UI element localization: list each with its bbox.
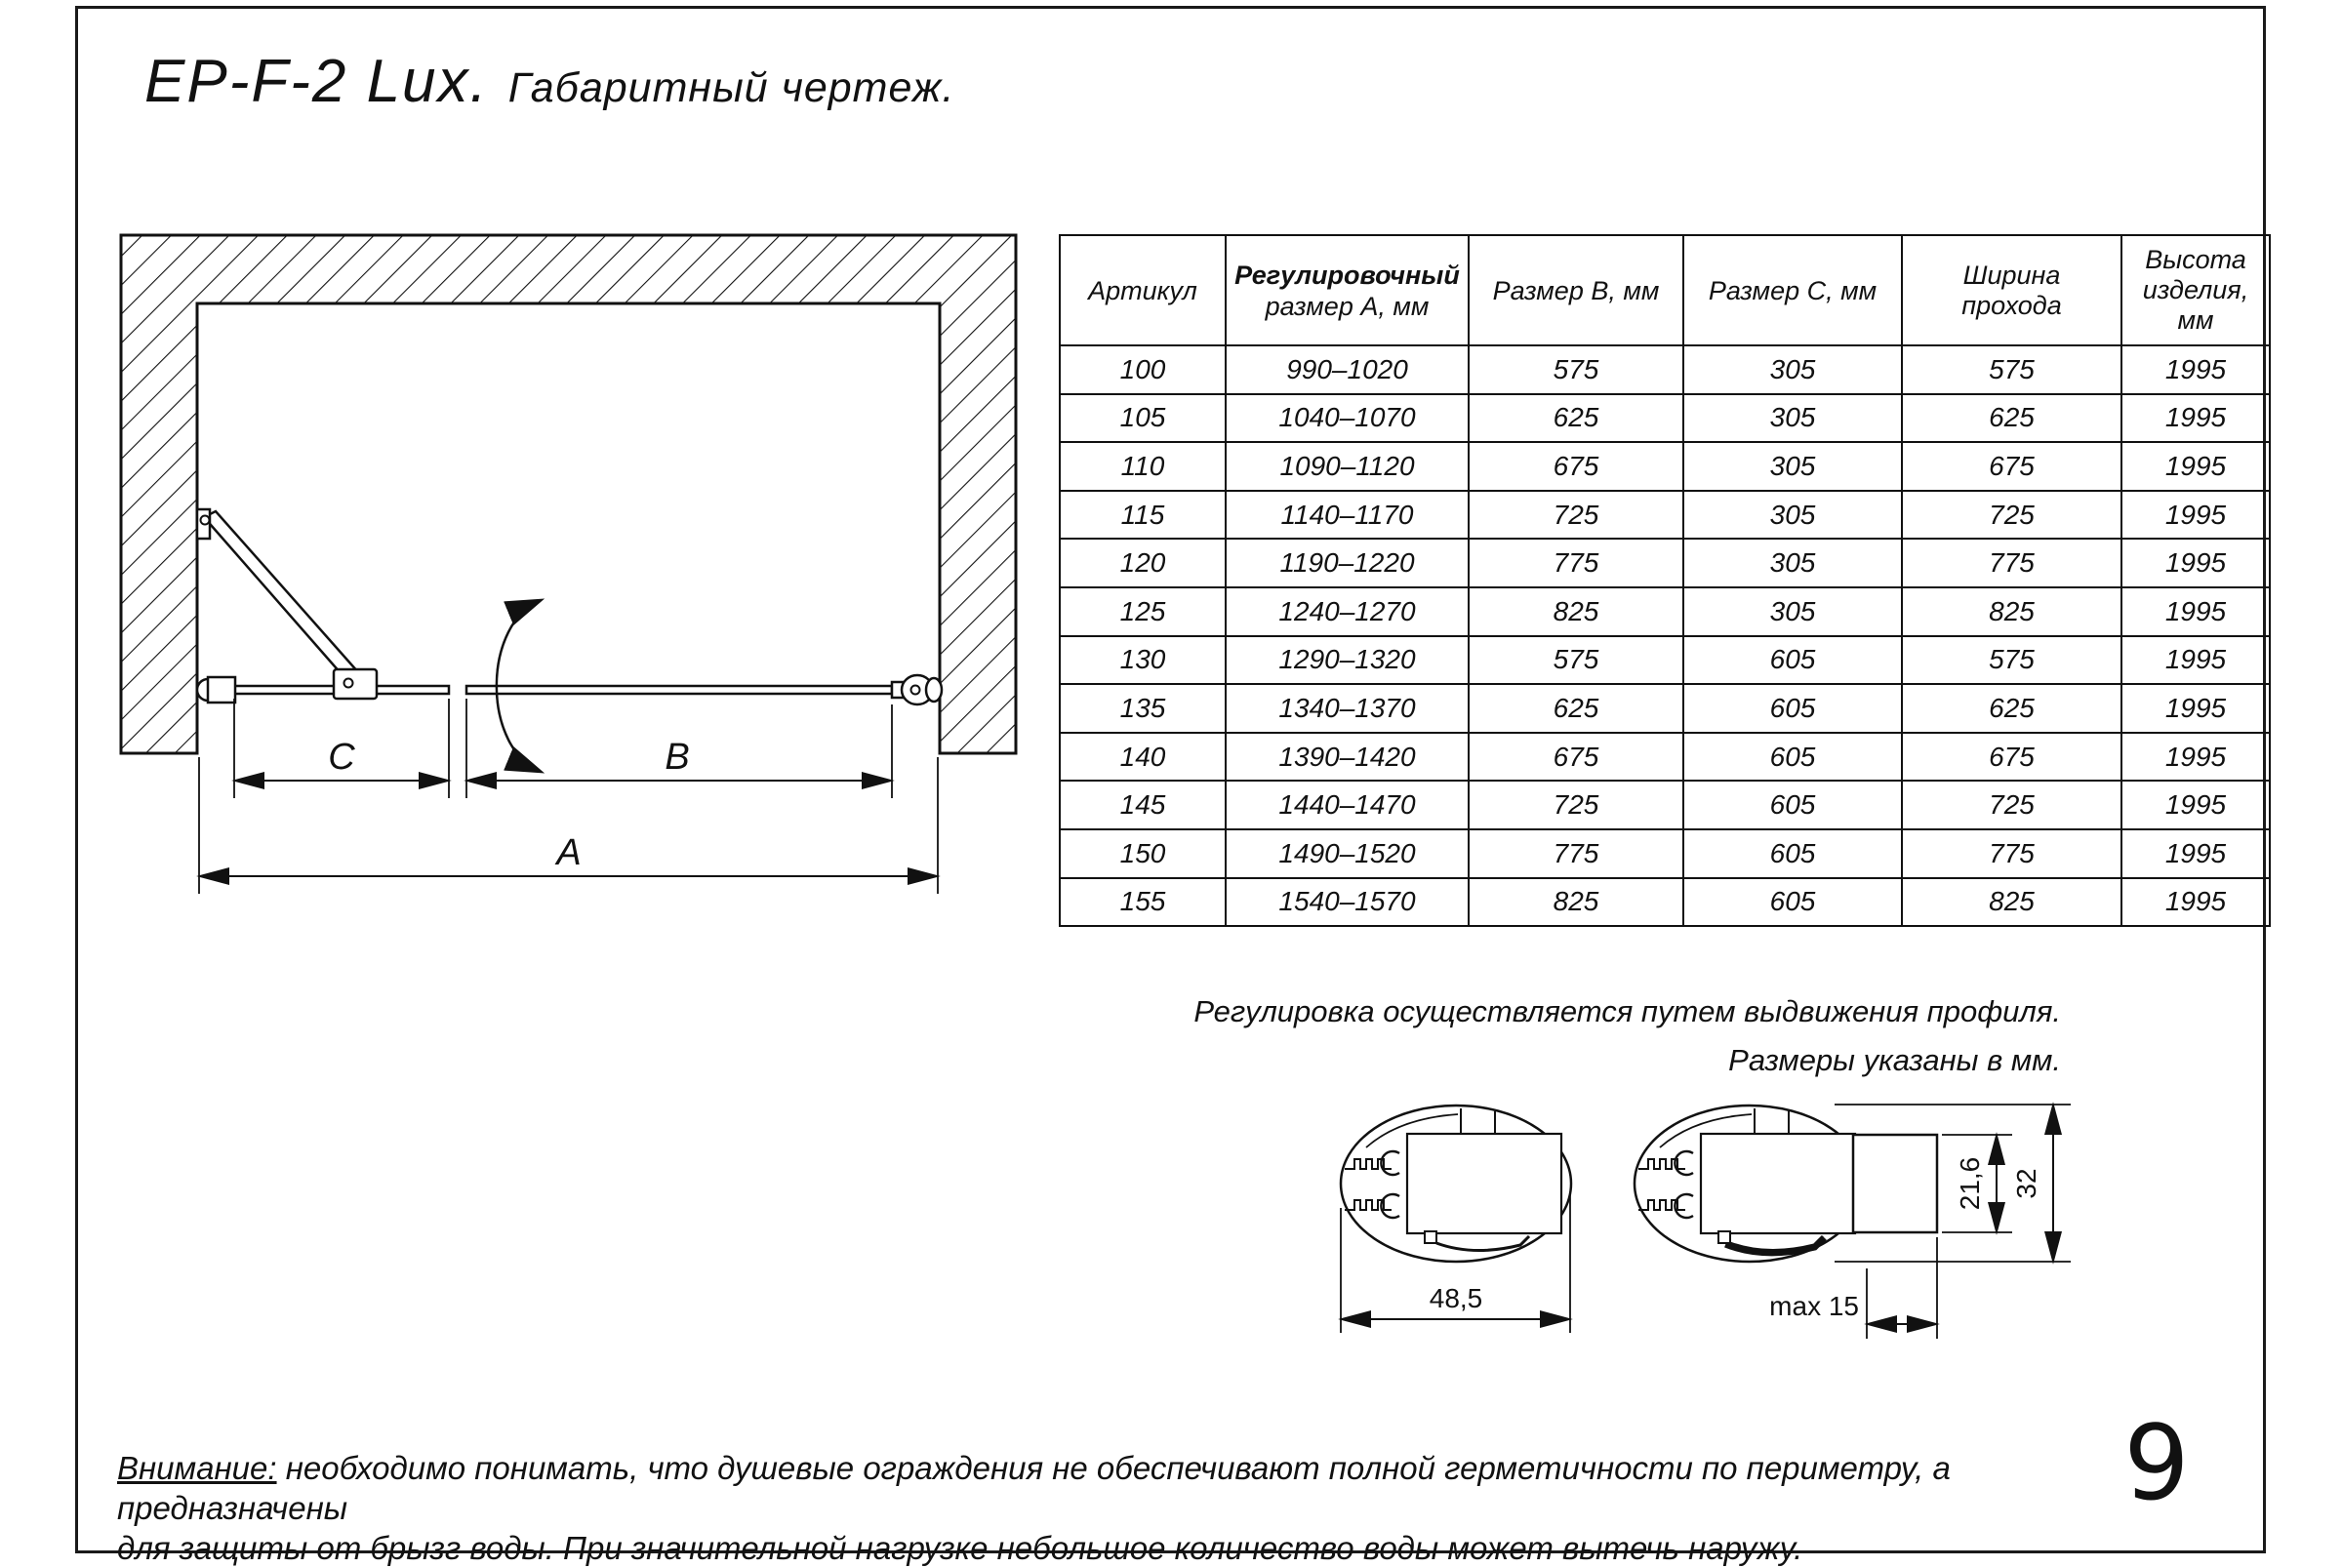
table-cell: 115 <box>1060 491 1226 540</box>
warning-text <box>117 1448 2059 1568</box>
adjustment-note <box>1073 987 2061 1085</box>
table-cell: 625 <box>1902 394 2121 443</box>
table-cell: 1995 <box>2121 587 2270 636</box>
table-cell: 145 <box>1060 781 1226 829</box>
table-cell: 120 <box>1060 539 1226 587</box>
dim-label-32: 32 <box>2011 1168 2041 1199</box>
table-cell: 575 <box>1469 345 1683 394</box>
dimensions-table <box>1059 234 2271 927</box>
table-cell: 625 <box>1902 684 2121 733</box>
profile-section-closed <box>1341 1106 1571 1262</box>
title-caption: Габаритный чертеж. <box>507 64 955 111</box>
table-cell: 110 <box>1060 442 1226 491</box>
table-cell: 675 <box>1469 733 1683 782</box>
col-header-size-b: Размер В, мм <box>1469 235 1683 345</box>
dim-label-485: 48,5 <box>1429 1283 1483 1313</box>
table-cell: 1090–1120 <box>1226 442 1469 491</box>
table-cell: 825 <box>1469 878 1683 927</box>
table-cell: 605 <box>1683 781 1902 829</box>
table-cell: 825 <box>1469 587 1683 636</box>
note-line-1: Регулировка осуществляется путем выдвижения профиля. <box>1193 994 2061 1028</box>
table-cell: 100 <box>1060 345 1226 394</box>
table-cell: 605 <box>1683 829 1902 878</box>
table-cell: 725 <box>1469 781 1683 829</box>
warning-label: Внимание: <box>117 1450 277 1486</box>
table-cell: 1995 <box>2121 684 2270 733</box>
table-cell: 1995 <box>2121 442 2270 491</box>
table-cell: 105 <box>1060 394 1226 443</box>
table-cell: 1390–1420 <box>1226 733 1469 782</box>
col-header-size-a: Регулировочный размер А, мм <box>1226 235 1469 345</box>
table-cell: 1140–1170 <box>1226 491 1469 540</box>
table-cell: 1995 <box>2121 539 2270 587</box>
table-cell: 605 <box>1683 733 1902 782</box>
table-row <box>1060 345 2270 394</box>
table-cell: 775 <box>1469 829 1683 878</box>
table-cell: 675 <box>1469 442 1683 491</box>
dim-label-216: 21,6 <box>1955 1156 1985 1211</box>
table-cell: 135 <box>1060 684 1226 733</box>
table-cell: 625 <box>1469 394 1683 443</box>
table-cell: 1190–1220 <box>1226 539 1469 587</box>
table-row <box>1060 733 2270 782</box>
table-cell: 125 <box>1060 587 1226 636</box>
table-cell: 1440–1470 <box>1226 781 1469 829</box>
table-row <box>1060 394 2270 443</box>
warning-line-2: для защиты от брызг воды. При значительной нагрузке небольшое количество воды может вытечь наружу. <box>117 1530 1803 1566</box>
table-cell: 575 <box>1469 636 1683 685</box>
table-row <box>1060 829 2270 878</box>
wall-bracket <box>208 677 235 703</box>
table-cell: 305 <box>1683 345 1902 394</box>
table-cell: 305 <box>1683 587 1902 636</box>
table-cell: 605 <box>1683 878 1902 927</box>
table-cell: 775 <box>1902 539 2121 587</box>
table-cell: 990–1020 <box>1226 345 1469 394</box>
table-cell: 725 <box>1902 491 2121 540</box>
warning-line-1: Внимание: необходимо понимать, что душевые ограждения не обеспечивают полной герметичности по периметру, а предназначены <box>117 1450 1951 1526</box>
brace-glass-clamp <box>334 669 377 699</box>
profile-section-extended <box>1635 1106 1937 1262</box>
col-header-product-height: Высота изделия, мм <box>2121 235 2270 345</box>
table-cell: 150 <box>1060 829 1226 878</box>
table-cell: 1040–1070 <box>1226 394 1469 443</box>
table-cell: 605 <box>1683 636 1902 685</box>
wall-hatched <box>121 235 1016 753</box>
table-cell: 575 <box>1902 345 2121 394</box>
table-cell: 130 <box>1060 636 1226 685</box>
col-header-artikul: Артикул <box>1060 235 1226 345</box>
brace-screw-bottom <box>344 679 353 688</box>
col-header-pass-width: Ширина прохода <box>1902 235 2121 345</box>
dim-label-c: C <box>328 737 355 778</box>
wall-profile-screw <box>911 686 920 695</box>
table-cell: 625 <box>1469 684 1683 733</box>
table-cell: 1490–1520 <box>1226 829 1469 878</box>
dim-label-max15: max 15 <box>1769 1291 1859 1321</box>
table-cell: 605 <box>1683 684 1902 733</box>
note-line-2: Размеры указаны в мм. <box>1728 1043 2061 1077</box>
table-cell: 1995 <box>2121 345 2270 394</box>
table-cell: 305 <box>1683 539 1902 587</box>
col-header-size-c: Размер С, мм <box>1683 235 1902 345</box>
table-cell: 140 <box>1060 733 1226 782</box>
table-row <box>1060 781 2270 829</box>
table-cell: 155 <box>1060 878 1226 927</box>
table-cell: 575 <box>1902 636 2121 685</box>
table-row <box>1060 539 2270 587</box>
page-number: 9 <box>2123 1403 2190 1523</box>
dim-label-a: A <box>556 832 582 873</box>
table-cell: 1995 <box>2121 733 2270 782</box>
table-cell: 1240–1270 <box>1226 587 1469 636</box>
table-cell: 1995 <box>2121 781 2270 829</box>
table-cell: 1290–1320 <box>1226 636 1469 685</box>
dim-label-b: B <box>665 737 690 778</box>
table-cell: 1995 <box>2121 491 2270 540</box>
table-cell: 305 <box>1683 442 1902 491</box>
table-cell: 1540–1570 <box>1226 878 1469 927</box>
table-cell: 1995 <box>2121 636 2270 685</box>
model-name: EP-F-2 Lux. <box>144 48 489 115</box>
table-cell: 1995 <box>2121 829 2270 878</box>
table-cell: 1995 <box>2121 394 2270 443</box>
table-header-row <box>1060 235 2270 345</box>
swing-door-glass <box>466 686 892 694</box>
table-cell: 725 <box>1902 781 2121 829</box>
table-cell: 825 <box>1902 587 2121 636</box>
table-row <box>1060 442 2270 491</box>
table-cell: 775 <box>1469 539 1683 587</box>
table-row <box>1060 878 2270 927</box>
table-cell: 1340–1370 <box>1226 684 1469 733</box>
wall-profile-inner <box>926 678 942 702</box>
table-cell: 825 <box>1902 878 2121 927</box>
table-cell: 675 <box>1902 733 2121 782</box>
table-cell: 1995 <box>2121 878 2270 927</box>
table-cell: 675 <box>1902 442 2121 491</box>
table-row <box>1060 587 2270 636</box>
support-brace <box>204 511 359 682</box>
table-row <box>1060 684 2270 733</box>
table-cell: 725 <box>1469 491 1683 540</box>
table-cell: 775 <box>1902 829 2121 878</box>
table-row <box>1060 491 2270 540</box>
brace-screw-top <box>201 516 210 525</box>
profile-extension <box>1853 1135 1937 1232</box>
table-cell: 305 <box>1683 394 1902 443</box>
table-row <box>1060 636 2270 685</box>
table-cell: 305 <box>1683 491 1902 540</box>
